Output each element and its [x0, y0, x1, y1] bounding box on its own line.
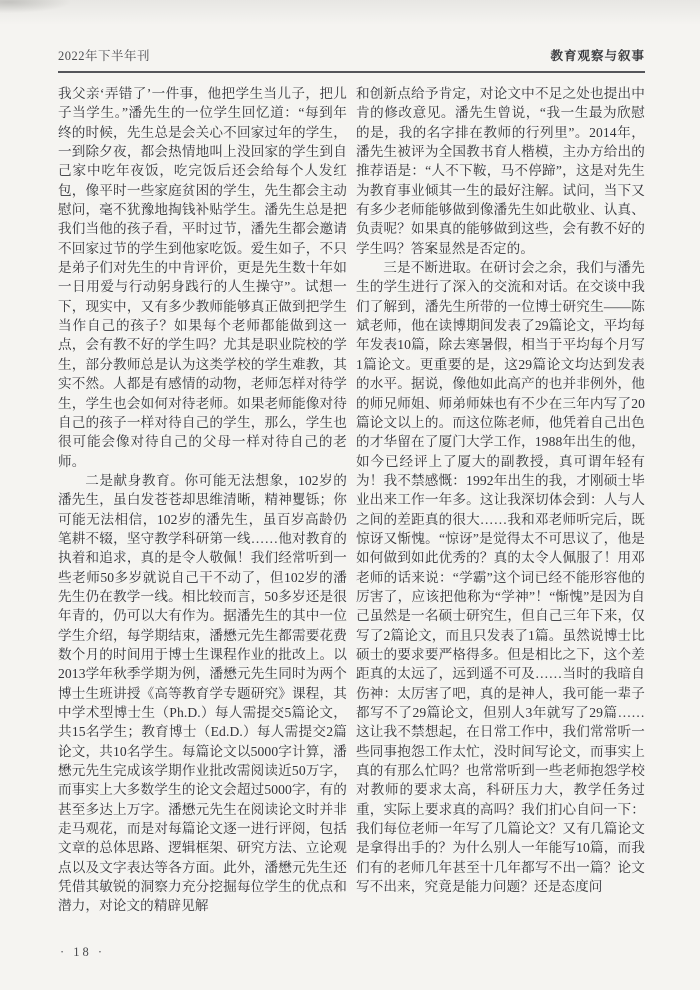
paragraph-devotion-to-education: 二是献身教育。你可能无法想象，102岁的潘先生，虽白发苍苍却思维清晰，精神矍铄；你可能无法相信，102岁的潘先生，虽百岁高龄仍笔耕不辍，坚守教学科研第一线……他对教育的执着和追求，真的是令人敬佩！我们经常听到一些老师50多岁就说自己干不动了，但102岁的潘先生仍在教学一线。相比较而言，50多岁还是很年青的，仍可以大有作为。据潘先生的其中一位学生介绍，每学期结束，潘懋元先生都需要花费数个月的时间用于博士生课程作业的批改上。以2013学年秋季学期为例，潘懋元先生同时为两个博士生班讲授《高等教育学专题研究》课程，其中学术型博士生（Ph.D.）每人需提交5篇论文，共15名学生；教育博士（Ed.D.）每人需提交2篇论文，共10名学生。每篇论文以5000字计算，潘懋元先生完成该学期作业批改需阅读近50万字，而事实上大多数学生的论文会超过5000字，有的甚至多达上万字。潘懋元先生在阅读论文时并非走马观花，而是对每篇论文逐一进行评阅，包括文章的总体思路、逻辑框架、研究方法、立论观点以及文字表达等各方面。此外，潘懋元先生还凭借其敏锐的洞察力充分挖掘每位学生的优点和潜力，对论文的精辟见解 [58, 472, 347, 914]
paragraph-continued: 和创新点给予肯定，对论文中不足之处也提出中肯的修改意见。潘先生曾说，“我一生最为欣慰的是，我的名字排在教师的行列里”。2014年，潘先生被评为全国教书育人楷模，主办方给出的推荐语是：“人不下鞍，马不停蹄”，这是对先生为教育事业倾其一生的最好注解。试问，当下又有多少老师能够做到像潘先生如此敬业、认真、负责呢？如果真的能够做到这些，会有教不好的学生吗？答案显然是否定的。 [356, 86, 645, 256]
section-title: 教育观察与叙事 [550, 49, 645, 63]
paragraph-continued: 我父亲‘弄错了’一件事，他把学生当儿子，把儿子当学生。”潘先生的一位学生回忆道：“每到年终的时候，先生总是会关心不回家过年的学生，一到除夕夜，都会热情地叫上没回家的学生到自己家中吃年夜饭，吃完饭后还会给每个人发红包，像平时一些家庭贫困的学生，先生都会主动慰问，毫不犹豫地掏钱补贴学生。潘先生总是把我们当他的孩子看，平时过节，潘先生都会邀请不回家过节的学生到他家吃饭。爱生如子，不只是弟子们对先生的中肯评价，更是先生数十年如一日用爱与行动躬身践行的人生操守”。试想一下，现实中，又有多少教师能够真正做到把学生当作自己的孩子？如果每个老师都能做到这一点，会有教不好的学生吗？尤其是职业院校的学生，部分教师总是认为这类学校的学生难教，其实不然。人都是有感情的动物，老师怎样对待学生，学生也会如何对待老师。如果老师能像对待自己的孩子一样对待自己的学生，那么，学生也很可能会像对待自己的父母一样对待自己的老师。 [58, 86, 347, 469]
header-divider [58, 71, 645, 73]
left-column [58, 84, 347, 916]
paragraph-continuous-progress: 三是不断进取。在研讨会之余，我们与潘先生的学生进行了深入的交流和对话。在交谈中我们了解到，潘先生所带的一位博士研究生——陈斌老师，他在读博期间发表了29篇论文，平均每年发表10篇，除去寒暑假，相当于平均每个月写1篇论文。更重要的是，这29篇论文均达到发表的水平。据说，像他如此高产的也并非例外，他的师兄师姐、师弟师妹也有不少在三年内写了20篇论文以上的。而这位陈老师，他凭着自己出色的才华留在了厦门大学工作，1988年出生的他，如今已经评上了厦大的副教授，真可谓年轻有为！我不禁感慨：1992年出生的我，才刚硕士毕业出来工作一年多。这让我深切体会到：人与人之间的差距真的很大……我和邓老师听完后，既惊讶又惭愧。“惊讶”是觉得太不可思议了，他是如何做到如此优秀的？真的太令人佩服了！用邓老师的话来说：“学霸”这个词已经不能形容他的厉害了，应该把他称为“学神”！“惭愧”是因为自己虽然是一名硕士研究生，但自己三年下来，仅写了2篇论文，而且只发表了1篇。虽然说博士比硕士的要求要严格得多。但是相比之下，这个差距真的太远了，远到遥不可及……当时的我暗自伤神：太厉害了吧，真的是神人，我可能一辈子都写不了29篇论文，但别人3年就写了29篇……这让我不禁想起，在日常工作中，我们常常听一些同事抱怨工作太忙，没时间写论文，而事实上真的有那么忙吗？也常常听到一些老师抱怨学校对教师的要求太高，科研压力大，教学任务过重，实际上要求真的高吗？我们扪心自问一下：我们每位老师一年写了几篇论文？又有几篇论文是拿得出手的？为什么别人一年能写10篇，而我们有的老师几年甚至十几年都写不出一篇？论文写不出来，究竟是能力问题？还是态度问 [356, 260, 645, 895]
journal-issue-label: 2022年下半年刊 [58, 49, 151, 63]
article-body [58, 84, 645, 916]
page-number: · 18 · [60, 945, 106, 959]
right-column [356, 84, 645, 916]
page-header [58, 46, 645, 64]
